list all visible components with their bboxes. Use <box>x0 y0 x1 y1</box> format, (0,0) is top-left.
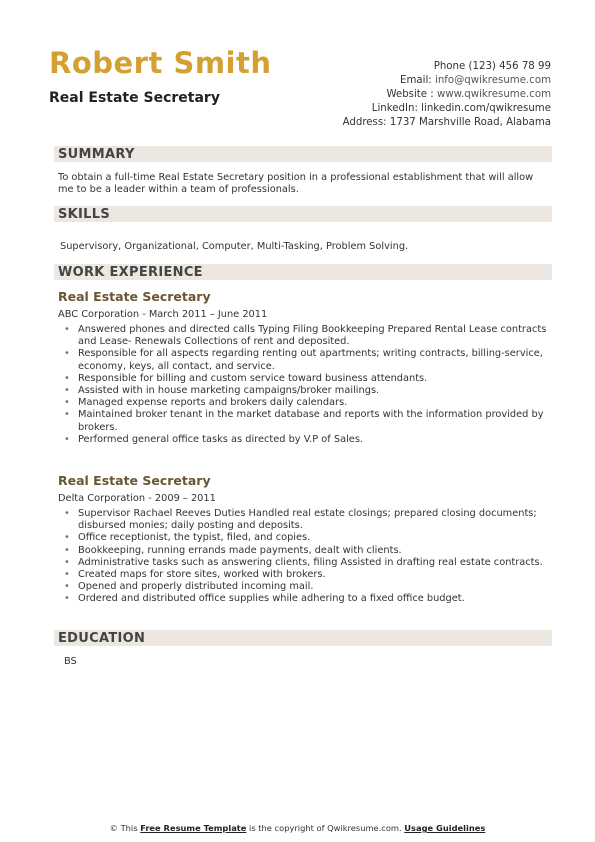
list-item: • Office receptionist, the typist, filed, and copies. <box>64 532 554 544</box>
summary-text: To obtain a full-time Real Estate Secretary position in a professional establishment that will allow me to be a leader within a team of professionals. <box>58 172 534 195</box>
list-item: • Managed expense reports and brokers daily calendars. <box>64 397 554 409</box>
contact-block <box>343 60 551 130</box>
list-item: • Administrative tasks such as answering clients, filing Assisted in drafting real estate contracts. <box>64 557 554 569</box>
email-label: Email: <box>400 75 432 86</box>
job-role: Real Estate Secretary <box>58 289 211 304</box>
skills-heading: SKILLS <box>54 206 552 222</box>
address-value: 1737 Marshville Road, Alabama <box>389 117 551 128</box>
list-item: • Responsible for billing and custom service toward business attendants. <box>64 373 554 385</box>
summary-heading: SUMMARY <box>54 146 552 162</box>
phone-value: (123) 456 78 99 <box>468 61 551 72</box>
list-item: • Opened and properly distributed incoming mail. <box>64 581 554 593</box>
template-link[interactable]: Free Resume Template <box>140 823 247 833</box>
list-item: • Bookkeeping, running errands made payments, dealt with clients. <box>64 545 554 557</box>
contact-linkedin <box>343 102 551 116</box>
candidate-name: Robert Smith <box>49 46 272 80</box>
website-label: Website : <box>386 89 434 100</box>
job-company: Delta Corporation - 2009 – 2011 <box>58 493 216 504</box>
linkedin-link[interactable]: linkedin.com/qwikresume <box>421 103 551 114</box>
education-heading: EDUCATION <box>54 630 552 646</box>
contact-website <box>343 88 551 102</box>
experience-heading: WORK EXPERIENCE <box>54 264 552 280</box>
contact-email <box>343 74 551 88</box>
job-company: ABC Corporation - March 2011 – June 2011 <box>58 309 268 320</box>
footer-prefix: © This <box>109 823 138 833</box>
job-bullets <box>64 324 554 446</box>
list-item: • Created maps for store sites, worked with brokers. <box>64 569 554 581</box>
list-item: • Answered phones and directed calls Typing Filing Bookkeeping Prepared Rental Lease contracts and Lease- Renewals Collections of rent and deposited. <box>64 324 554 348</box>
candidate-title: Real Estate Secretary <box>49 90 220 106</box>
job-role: Real Estate Secretary <box>58 473 211 488</box>
list-item: • Assisted with in house marketing campaigns/broker mailings. <box>64 385 554 397</box>
footer-copyright: is the copyright of Qwikresume.com. <box>249 823 402 833</box>
list-item: • Supervisor Rachael Reeves Duties Handled real estate closings; prepared closing documents; disbursed monies; daily posting and deposits. <box>64 508 554 532</box>
website-link[interactable]: www.qwikresume.com <box>436 89 551 100</box>
contact-address <box>343 116 551 130</box>
list-item: • Responsible for all aspects regarding renting out apartments; writing contracts, billing-service, economy, keys, all contact, and service. <box>64 348 554 372</box>
email-link[interactable]: info@qwikresume.com <box>434 75 551 86</box>
linkedin-label: LinkedIn: <box>371 103 418 114</box>
education-text: BS <box>64 656 77 667</box>
usage-guidelines-link[interactable]: Usage Guidelines <box>404 823 486 833</box>
skills-text: Supervisory, Organizational, Computer, Multi-Tasking, Problem Solving. <box>60 241 409 252</box>
footer <box>0 823 595 833</box>
job-bullets <box>64 508 554 606</box>
address-label: Address: <box>342 117 387 128</box>
list-item: • Ordered and distributed office supplies while adhering to a fixed office budget. <box>64 593 554 605</box>
phone-label: Phone <box>433 61 466 72</box>
list-item: • Maintained broker tenant in the market database and reports with the information provided by brokers. <box>64 409 554 433</box>
list-item: • Performed general office tasks as directed by V.P of Sales. <box>64 434 554 446</box>
contact-phone <box>343 60 551 74</box>
